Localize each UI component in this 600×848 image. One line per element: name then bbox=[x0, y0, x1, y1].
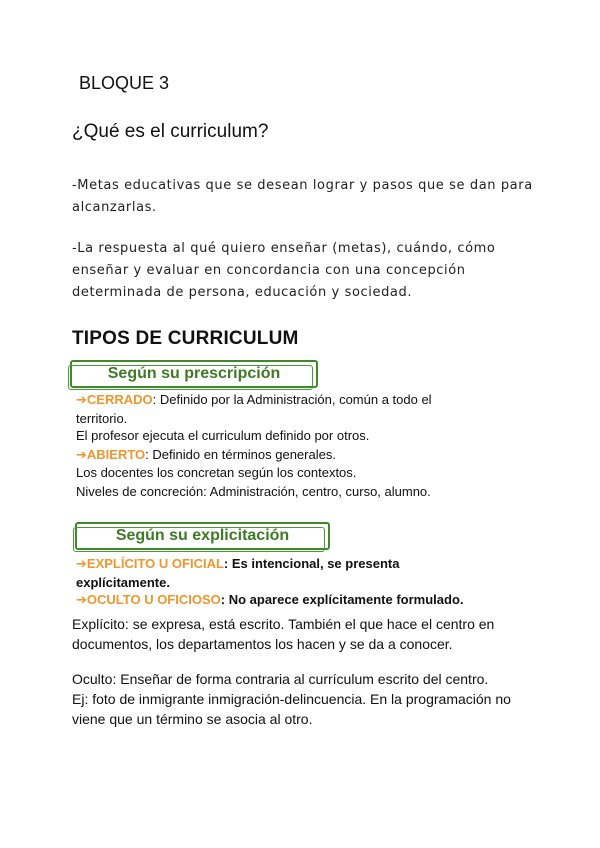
explicitacion-heading: Según su explicitación bbox=[115, 527, 290, 544]
prescripcion-line-2: El profesor ejecuta el curriculum definido por otros. bbox=[76, 428, 370, 443]
explicito-text: : Es intencional, se presenta explícitamente. bbox=[76, 556, 400, 590]
explicito-label: EXPLÍCITO U OFICIAL bbox=[86, 556, 224, 571]
arrow-right-icon: ➔ bbox=[76, 392, 87, 407]
cerrado-item bbox=[76, 390, 456, 428]
prescripcion-heading-box bbox=[70, 360, 318, 388]
prescripcion-heading: Según su prescripción bbox=[107, 365, 281, 382]
question-heading: ¿Qué es el curriculum? bbox=[72, 121, 269, 142]
definition-2: -La respuesta al qué quiero enseñar (metas), cuándo, cómo enseñar y evaluar en concordancia con una concepción determinada de persona, educación y sociedad. bbox=[72, 241, 496, 300]
prescripcion-line-4: Los docentes los concretan según los contextos. bbox=[76, 465, 357, 480]
oculto-text: : No aparece explícitamente formulado. bbox=[220, 592, 464, 607]
block-title: BLOQUE 3 bbox=[79, 73, 170, 93]
abierto-text: : Definido en términos generales. bbox=[145, 447, 336, 462]
abierto-label: ABIERTO bbox=[86, 447, 146, 462]
arrow-right-icon: ➔ bbox=[76, 592, 87, 607]
abierto-item bbox=[76, 445, 336, 464]
cerrado-label: CERRADO bbox=[86, 392, 153, 407]
definition-1: -Metas educativas que se desean lograr y pasos que se dan para alcanzarlas. bbox=[72, 178, 533, 215]
note-oculto-1: Oculto: Enseñar de forma contraria al currículum escrito del centro. bbox=[72, 671, 489, 687]
arrow-right-icon: ➔ bbox=[76, 447, 87, 462]
oculto-item bbox=[76, 590, 464, 609]
explicito-item bbox=[76, 554, 456, 592]
note-oculto-2: Ej: foto de inmigrante inmigración-delincuencia. En la programación no viene que un término se asocia al otro. bbox=[72, 691, 511, 727]
oculto-label: OCULTO U OFICIOSO bbox=[86, 592, 221, 607]
note-explicito: Explícito: se expresa, está escrito. También el que hace el centro en documentos, los departamentos los hacen y se da a conocer. bbox=[72, 616, 495, 652]
explicitacion-heading-box bbox=[75, 522, 330, 550]
arrow-right-icon: ➔ bbox=[76, 556, 87, 571]
types-title: TIPOS DE CURRICULUM bbox=[72, 328, 299, 349]
cerrado-text: : Definido por la Administración, común a todo el territorio. bbox=[76, 392, 432, 426]
prescripcion-line-5: Niveles de concreción: Administración, centro, curso, alumno. bbox=[76, 484, 431, 499]
